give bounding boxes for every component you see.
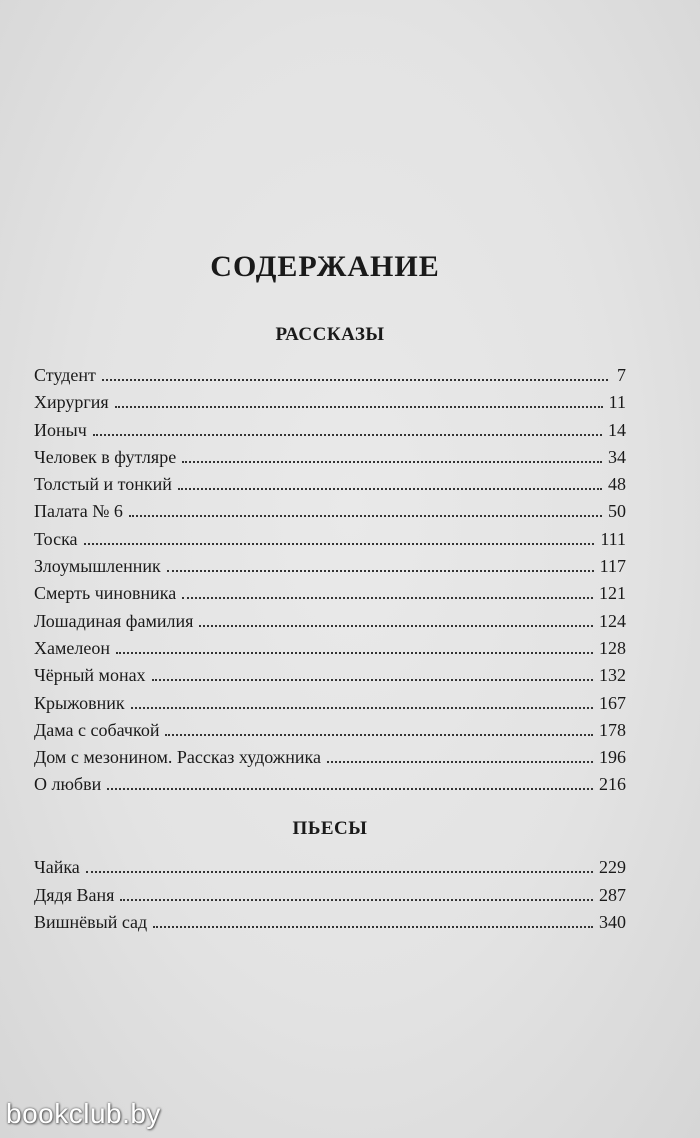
toc-entry-page-number: 7 [617,365,626,385]
toc-entry-page-number: 117 [599,556,626,577]
toc-entry-title: Хирургия [34,392,109,413]
dot-leader [107,788,593,790]
toc-entry-title: О любви [34,774,102,795]
toc-entry [34,662,626,689]
toc-entry-title: Злоумышленник [34,556,161,577]
section-heading-stories: РАССКАЗЫ [275,324,385,345]
toc-entry [34,690,626,717]
toc-entry-page-number: 167 [599,692,626,713]
toc-entry [34,444,626,471]
toc-entry-title: Хамелеон [34,637,110,658]
dot-leader [84,543,595,545]
toc-entry-title: Ионыч [34,419,87,440]
dot-leader [86,871,593,873]
toc-entry-title: Дама с собачкой [34,719,160,740]
dot-leader [93,434,602,436]
toc-entry-page-number: 124 [599,610,626,631]
dot-leader [199,625,593,627]
toc-entry-title: Дом с мезонином. Рассказ художника [34,747,321,768]
dot-leader [116,652,593,654]
toc-entry [34,635,626,662]
watermark-logo: bookclub.by [6,1098,161,1129]
toc-entry-page-number: 196 [599,747,626,768]
dot-leader [327,761,593,763]
dot-leader [178,488,602,490]
toc-entry-title: Чёрный монах [34,665,146,686]
toc-entry-title: Дядя Ваня [34,884,115,905]
toc-entry-page-number: 287 [599,884,626,905]
toc-entry [34,854,626,882]
dot-leader [120,899,593,901]
dot-leader [182,597,593,599]
toc-entry-title: Крыжовник [34,692,125,713]
toc-entry-page-number: 50 [608,501,626,522]
dot-leader [165,734,593,736]
toc-entry [34,362,626,389]
toc-entry [34,717,626,744]
toc-entry [34,608,626,635]
toc-entry-title: Чайка [34,857,80,877]
toc-entry [34,580,626,607]
toc-entry-page-number: 48 [608,474,626,495]
toc-entry-title: Смерть чиновника [34,583,177,604]
toc-entry [34,553,626,580]
dot-leader [131,707,593,709]
toc-list-stories [34,362,626,799]
toc-entry-page-number: 11 [608,392,626,413]
toc-entry-title: Человек в футляре [34,446,177,467]
dot-leader [115,406,603,408]
toc-entry [34,909,626,937]
toc-entry [34,882,626,910]
toc-entry-title: Толстый и тонкий [34,474,172,495]
toc-entry-title: Лошадиная фамилия [34,610,194,631]
dot-leader [182,461,602,463]
toc-entry-page-number: 14 [608,419,626,440]
toc-entry-page-number: 111 [600,528,626,549]
toc-entry-title: Палата № 6 [34,501,123,522]
toc-entry [34,771,626,798]
page-title: СОДЕРЖАНИЕ [210,250,440,283]
toc-entry-page-number: 128 [599,637,626,658]
toc-entry [34,471,626,498]
dot-leader [167,570,594,572]
section-heading-plays: ПЬЕСЫ [292,818,368,839]
toc-entry [34,417,626,444]
toc-entry-title: Тоска [34,528,78,549]
toc-entry-page-number: 178 [599,719,626,740]
dot-leader [129,515,602,517]
toc-entry-title: Вишнёвый сад [34,912,148,932]
toc-entry-page-number: 34 [608,446,626,467]
dot-leader [153,926,593,928]
toc-entry-page-number: 216 [599,774,626,795]
dot-leader [102,379,608,381]
toc-entry [34,498,626,525]
toc-entry-page-number: 132 [599,665,626,686]
toc-entry [34,389,626,416]
toc-entry-title: Студент [34,365,96,385]
toc-entry [34,526,626,553]
toc-entry-page-number: 229 [599,857,626,877]
dot-leader [152,679,593,681]
toc-entry-page-number: 121 [599,583,626,604]
toc-list-plays [34,854,626,937]
toc-entry-page-number: 340 [599,912,626,932]
toc-entry [34,744,626,771]
